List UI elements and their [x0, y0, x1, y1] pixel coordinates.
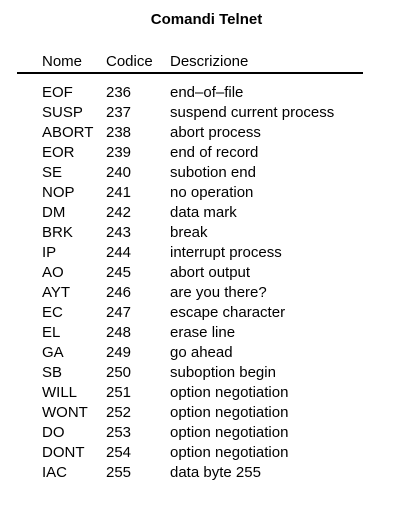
cell-nome: IAC [42, 464, 68, 481]
cell-descrizione: subotion end [170, 164, 256, 181]
cell-descrizione: no operation [170, 184, 254, 201]
table-row [0, 123, 413, 143]
table-row [0, 143, 413, 163]
table-row [0, 323, 413, 343]
document-title: Comandi Telnet [150, 11, 263, 28]
cell-nome: SE [42, 164, 63, 181]
cell-nome: DO [42, 424, 65, 441]
table-row [0, 163, 413, 183]
table-row [0, 103, 413, 123]
table-row [0, 403, 413, 423]
table-row [0, 363, 413, 383]
table-body [0, 83, 413, 483]
cell-codice: 237 [106, 104, 132, 121]
table-row [0, 423, 413, 443]
cell-codice: 242 [106, 204, 132, 221]
cell-nome: ABORT [42, 124, 94, 141]
cell-descrizione: end–of–file [170, 84, 244, 101]
cell-codice: 254 [106, 444, 132, 461]
table-row [0, 343, 413, 363]
cell-nome: WILL [42, 384, 78, 401]
table-row [0, 283, 413, 303]
cell-nome: NOP [42, 184, 75, 201]
cell-codice: 253 [106, 424, 132, 441]
table-row [0, 383, 413, 403]
cell-codice: 245 [106, 264, 132, 281]
cell-codice: 240 [106, 164, 132, 181]
cell-codice: 238 [106, 124, 132, 141]
table-row [0, 83, 413, 103]
header-descrizione: Descrizione [170, 53, 249, 70]
cell-codice: 241 [106, 184, 132, 201]
cell-descrizione: end of record [170, 144, 259, 161]
cell-nome: SB [42, 364, 63, 381]
header-nome: Nome [42, 53, 83, 70]
cell-nome: DONT [42, 444, 85, 461]
cell-descrizione: go ahead [170, 344, 233, 361]
cell-nome: EC [42, 304, 63, 321]
cell-descrizione: data mark [170, 204, 237, 221]
cell-nome: IP [42, 244, 57, 261]
cell-descrizione: escape character [170, 304, 286, 321]
cell-codice: 236 [106, 84, 132, 101]
cell-nome: WONT [42, 404, 88, 421]
cell-codice: 243 [106, 224, 132, 241]
cell-codice: 244 [106, 244, 132, 261]
cell-nome: AO [42, 264, 64, 281]
cell-codice: 247 [106, 304, 132, 321]
cell-nome: DM [42, 204, 66, 221]
cell-codice: 255 [106, 464, 132, 481]
cell-descrizione: abort process [170, 124, 261, 141]
table-row [0, 463, 413, 483]
table-row [0, 263, 413, 283]
cell-descrizione: interrupt process [170, 244, 282, 261]
cell-descrizione: option negotiation [170, 404, 289, 421]
table-row [0, 443, 413, 463]
cell-codice: 246 [106, 284, 132, 301]
cell-nome: EOR [42, 144, 75, 161]
cell-nome: BRK [42, 224, 73, 241]
cell-descrizione: are you there? [170, 284, 267, 301]
cell-codice: 249 [106, 344, 132, 361]
cell-descrizione: suspend current process [170, 104, 335, 121]
cell-nome: EL [42, 324, 61, 341]
cell-descrizione: option negotiation [170, 444, 289, 461]
cell-codice: 252 [106, 404, 132, 421]
cell-nome: AYT [42, 284, 71, 301]
cell-codice: 251 [106, 384, 132, 401]
cell-descrizione: abort output [170, 264, 251, 281]
cell-nome: SUSP [42, 104, 83, 121]
cell-descrizione: data byte 255 [170, 464, 261, 481]
cell-codice: 239 [106, 144, 132, 161]
cell-codice: 250 [106, 364, 132, 381]
cell-descrizione: erase line [170, 324, 236, 341]
cell-descrizione: option negotiation [170, 384, 289, 401]
cell-descrizione: break [170, 224, 208, 241]
table-row [0, 303, 413, 323]
cell-codice: 248 [106, 324, 132, 341]
table-row [0, 243, 413, 263]
header-divider [17, 72, 363, 74]
cell-nome: GA [42, 344, 64, 361]
cell-descrizione: suboption begin [170, 364, 276, 381]
cell-descrizione: option negotiation [170, 424, 289, 441]
header-codice: Codice [106, 53, 153, 70]
table-header-row [0, 52, 413, 72]
table-row [0, 203, 413, 223]
table-row [0, 223, 413, 243]
table-row [0, 183, 413, 203]
cell-nome: EOF [42, 84, 73, 101]
